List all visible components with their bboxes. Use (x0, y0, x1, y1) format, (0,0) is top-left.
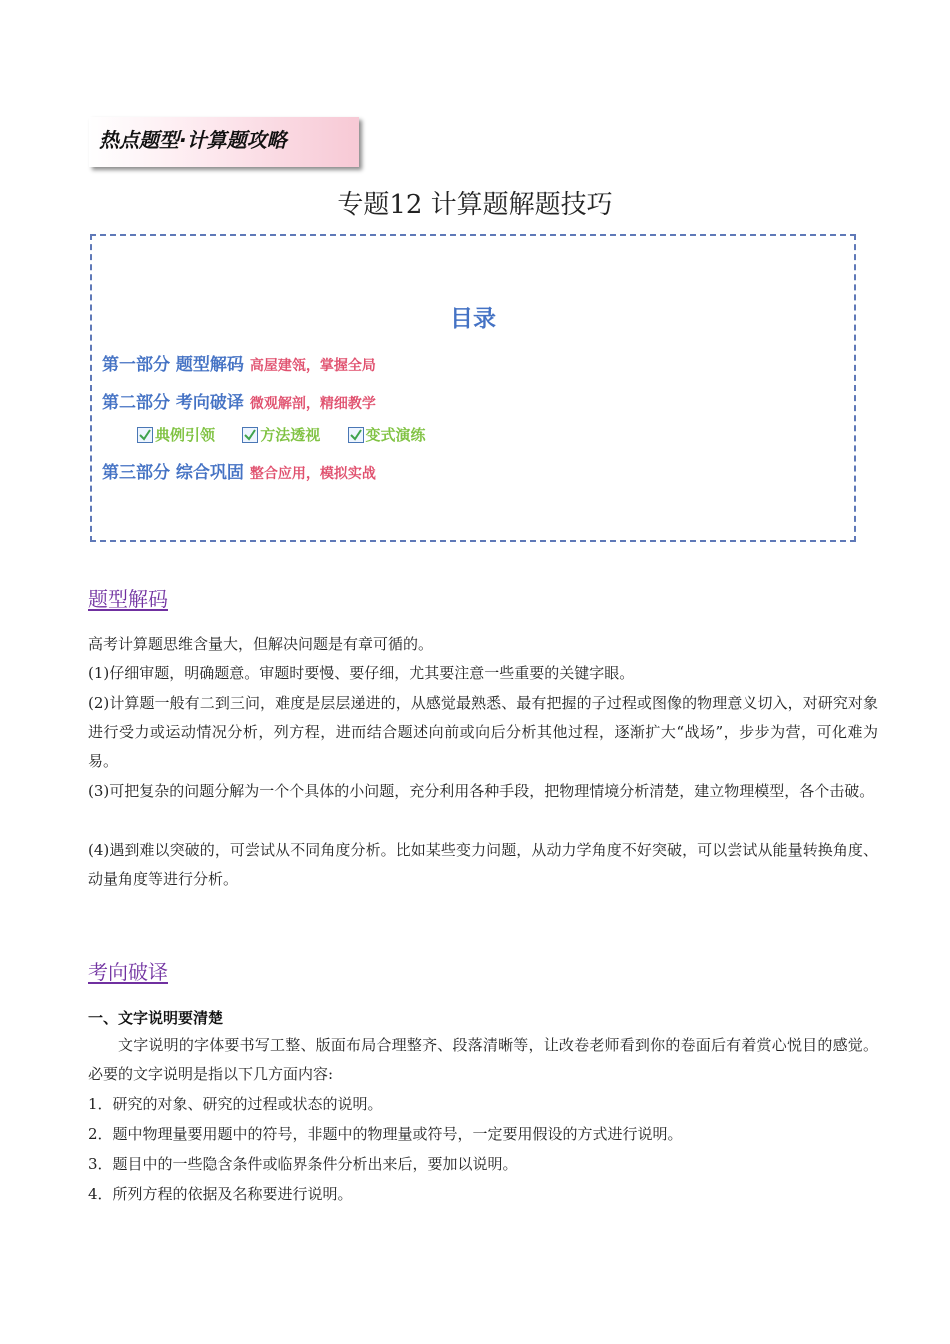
toc-part-slogan: 整合应用，模拟实战 (249, 466, 376, 482)
toc-subitem-methods[interactable] (242, 424, 320, 445)
list-item: 4．所列方程的依据及名称要进行说明。 (88, 1185, 353, 1203)
toc-part-label: 第一部分 题型解码 (102, 355, 244, 375)
toc-subitems (137, 424, 448, 445)
document-title: 专题12 计算题解题技巧 (337, 190, 613, 220)
paragraph: 高考计算题思维含量大，但解决问题是有章可循的。 (88, 635, 434, 653)
toc-part-2[interactable] (102, 388, 376, 413)
checkbox-icon (242, 427, 258, 443)
section-title-decoding: 题型解码 (88, 587, 168, 611)
checkbox-icon (348, 427, 364, 443)
toc-subitem-label: 典例引领 (155, 426, 216, 444)
toc-heading: 目录 (450, 306, 496, 332)
paragraph: (4)遇到难以突破的，可尝试从不同角度分析。比如某些变力问题，从动力学角度不好突破，可以尝试从能量转换角度、动量角度等进行分析。 (88, 841, 878, 888)
paragraph: (1)仔细审题，明确题意。审题时要慢、要仔细，尤其要注意一些重要的关键字眼。 (88, 664, 635, 682)
table-of-contents (90, 234, 856, 542)
paragraph: 文字说明的字体要书写工整、版面布局合理整齐、段落清晰等，让改卷老师看到你的卷面后有着赏心悦目的感觉。必要的文字说明是指以下几方面内容: (88, 1036, 878, 1083)
toc-part-3[interactable] (102, 458, 376, 483)
list-item: 2．题中物理量要用题中的符号，非题中的物理量或符号，一定要用假设的方式进行说明。 (88, 1125, 683, 1143)
toc-part-1[interactable] (102, 350, 376, 375)
toc-subitem-label: 方法透视 (260, 426, 321, 444)
list-item: 3．题目中的一些隐含条件或临界条件分析出来后，要加以说明。 (88, 1155, 518, 1173)
toc-part-slogan: 微观解剖，精细教学 (249, 396, 376, 412)
toc-part-label: 第三部分 综合巩固 (102, 463, 244, 483)
toc-subitem-practice[interactable] (348, 424, 426, 445)
checkbox-icon (137, 427, 153, 443)
paragraph: (2)计算题一般有二到三问，难度是层层递进的，从感觉最熟悉、最有把握的子过程或图像的物理意义切入，对研究对象进行受力或运动情况分析，列方程，进而结合题述向前或向后分析其他过程，逐渐扩大“战场”，步步为营，可化难为易。 (88, 694, 878, 770)
toc-subitem-examples[interactable] (137, 424, 215, 445)
toc-part-slogan: 高屋建瓴，掌握全局 (249, 358, 376, 374)
subheading: 一、文字说明要清楚 (88, 1009, 224, 1027)
paragraph: (3)可把复杂的问题分解为一个个具体的小问题，充分利用各种手段，把物理情境分析清楚，建立物理模型，各个击破。 (88, 782, 875, 800)
list-item: 1．研究的对象、研究的过程或状态的说明。 (88, 1095, 383, 1113)
topic-banner (89, 117, 359, 167)
section-title-directions: 考向破译 (88, 960, 168, 984)
banner-text: 热点题型·计算题攻略 (99, 128, 287, 152)
toc-subitem-label: 变式演练 (365, 426, 426, 444)
toc-part-label: 第二部分 考向破译 (102, 393, 244, 413)
